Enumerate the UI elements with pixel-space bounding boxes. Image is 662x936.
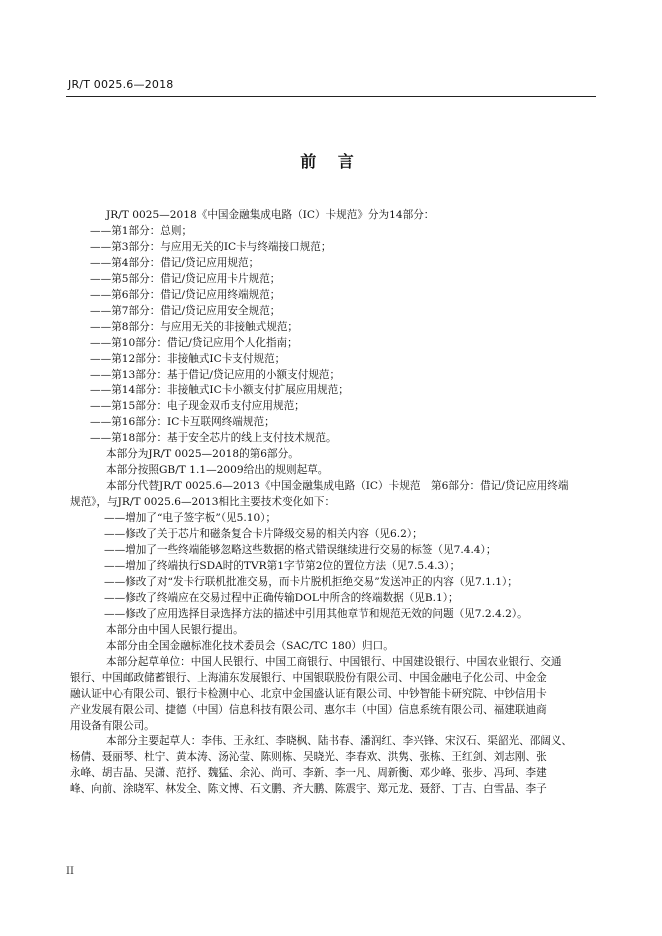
list-item: ——第12部分：非接触式IC卡支付规范； (90, 352, 286, 365)
replaces-paragraph-line: 本部分代替JR/T 0025.6—2013《中国金融集成电路（IC）卡规范 第6部分：借记/贷记应用终端 (106, 480, 569, 493)
drafters-line: 杨倩、聂丽琴、杜宁、黄本涛、汤沁莹、陈则栋、吴晓光、李春欢、洪隽、张栋、王红剑、刘志刚、张 (70, 751, 547, 764)
drafting-units-line: 银行、中国邮政储蓄银行、上海浦东发展银行、中国银联股份有限公司、中国金融电子化公司、中金金 (70, 671, 547, 684)
list-item: ——第18部分：基于安全芯片的线上支付技术规范。 (90, 432, 337, 445)
proposed-by: 本部分由中国人民银行提出。 (106, 623, 244, 636)
drafting-rule: 本部分按照GB/T 1.1—2009给出的规则起草。 (106, 464, 329, 477)
list-item: ——修改了应用选择目录选择方法的描述中引用其他章节和规范无效的问题（见7.2.4.2）。 (104, 607, 528, 620)
foreword-body (70, 208, 596, 798)
list-item: ——第13部分：基于借记/贷记应用的小额支付规范； (90, 368, 341, 381)
list-item: ——第16部分：IC卡互联网终端规范； (90, 416, 275, 429)
header-divider (66, 96, 596, 97)
list-item: ——第1部分：总则； (90, 224, 193, 237)
drafting-units-line: 产业发展有限公司、捷德（中国）信息科技有限公司、惠尔丰（中国）信息系统有限公司、福建联迪商 (70, 703, 547, 716)
drafters-line: 峰、向前、涂晓军、林发全、陈文博、石文鹏、齐大鹏、陈震宇、郑元龙、聂舒、丁吉、白雪晶、李子 (70, 783, 547, 796)
list-item: ——修改了关于芯片和磁条复合卡片降级交易的相关内容（见6.2）； (104, 528, 423, 541)
managed-by: 本部分由全国金融标准化技术委员会（SAC/TC 180）归口。 (106, 639, 394, 652)
drafting-units-line: 本部分起草单位：中国人民银行、中国工商银行、中国银行、中国建设银行、中国农业银行、交通 (106, 655, 562, 668)
list-item: ——增加了终端执行SDA时的TVR第1字节第2位的置位方法（见7.5.4.3）； (104, 559, 461, 572)
replaces-paragraph-line: 规范》，与JR/T 0025.6—2013相比主要技术变化如下： (70, 496, 336, 509)
list-item: ——第10部分：借记/贷记应用个人化指南； (90, 336, 298, 349)
parts-list (90, 224, 596, 447)
list-item: ——第15部分：电子现金双币支付应用规范； (90, 400, 305, 413)
list-item: ——第6部分：借记/贷记应用终端规范； (90, 288, 281, 301)
list-item: ——修改了终端应在交易过程中正确传输DOL中所含的终端数据（见B.1）； (104, 591, 459, 604)
list-item: ——第14部分：非接触式IC卡小额支付扩展应用规范； (90, 384, 349, 397)
list-item: ——第3部分：与应用无关的IC卡与终端接口规范； (90, 240, 332, 253)
drafters-line: 本部分主要起草人：李伟、王永红、李晓枫、陆书春、潘润红、李兴锋、宋汉石、渠韶光、邵阔义、 (106, 735, 573, 748)
intro-paragraph: JR/T 0025—2018《中国金融集成电路（IC）卡规范》分为14部分： (106, 209, 435, 221)
page-number: II (66, 866, 74, 877)
list-item: ——第8部分：与应用无关的非接触式规范； (90, 320, 299, 333)
drafting-units-line: 融认证中心有限公司、银行卡检测中心、北京中金国盛认证有限公司、中钞智能卡研究院、中钞信用卡 (70, 687, 547, 700)
list-item: ——修改了对“发卡行联机批准交易，而卡片脱机拒绝交易”发送冲正的内容（见7.1.1）； (104, 575, 518, 588)
page-title: 前 言 (300, 152, 362, 171)
document-code-header: JR/T 0025.6—2018 (68, 78, 174, 91)
list-item: ——增加了“电子签字板”（见5.10）； (104, 512, 277, 525)
drafters-line: 永峰、胡吉晶、吴潇、范抒、魏猛、余沁、尚可、李新、李一凡、周新衡、邓少峰、张步、冯珂、李建 (70, 767, 547, 780)
list-item: ——第5部分：借记/贷记应用卡片规范； (90, 272, 281, 285)
drafting-units-line: 用设备有限公司。 (70, 719, 155, 732)
list-item: ——增加了一些终端能够忽略这些数据的格式错误继续进行交易的标签（见7.4.4）； (104, 544, 497, 557)
changes-list (90, 511, 596, 623)
list-item: ——第4部分：借记/贷记应用规范； (90, 256, 260, 269)
list-item: ——第7部分：借记/贷记应用安全规范； (90, 304, 281, 317)
part-statement: 本部分为JR/T 0025—2018的第6部分。 (106, 448, 299, 461)
